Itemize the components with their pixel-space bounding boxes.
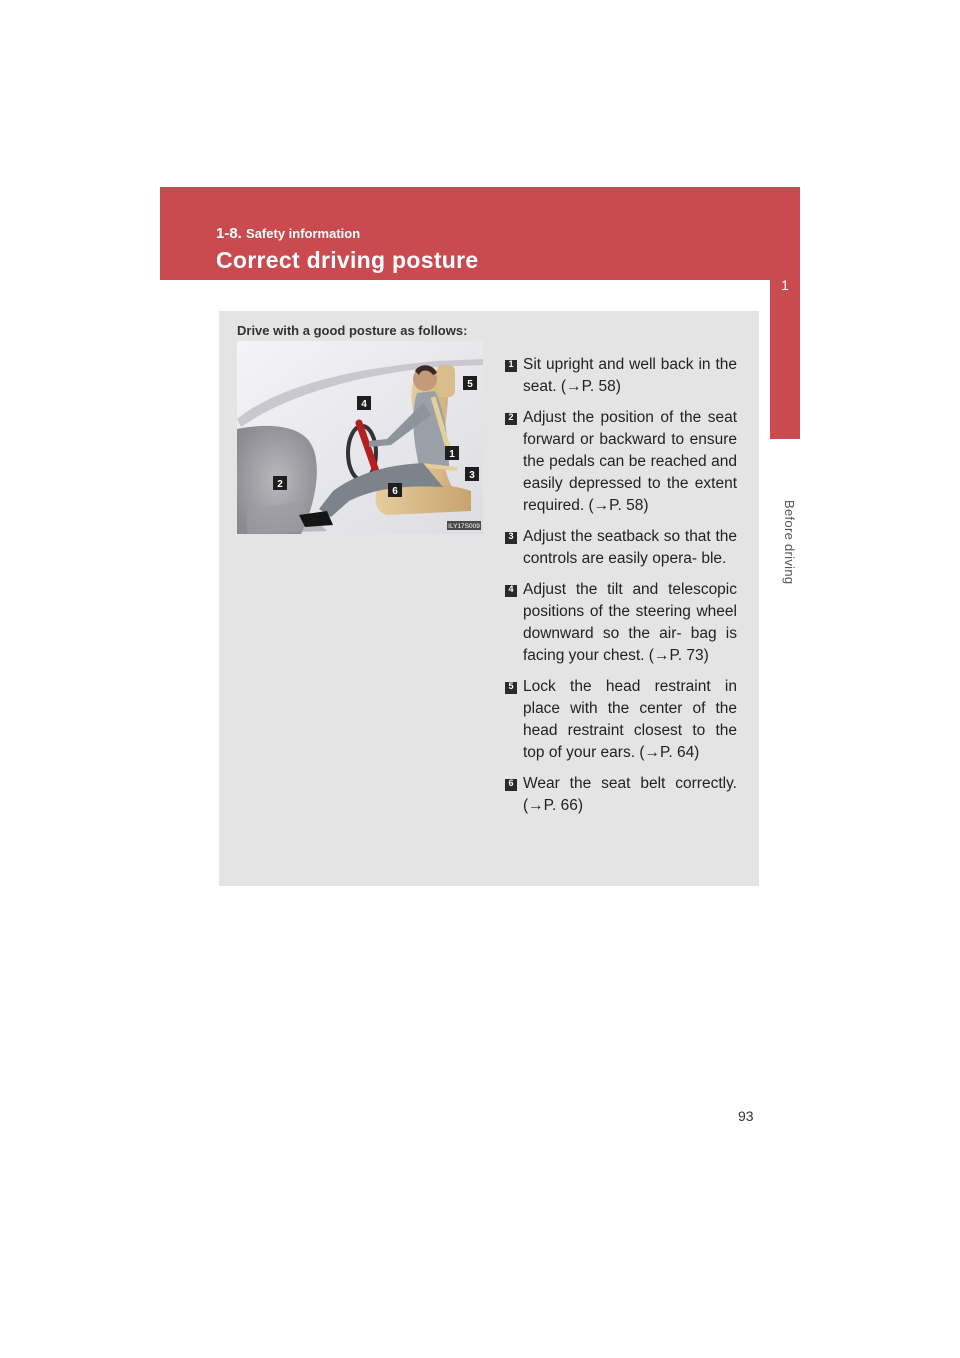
step-6-marker-icon — [505, 779, 517, 791]
driving-posture-illustration — [237, 341, 483, 534]
callout-5-label: 5 — [467, 379, 473, 390]
step-5-body: Lock the head restraint in place with the center of the head restraint closest to the top of your ears. — [523, 678, 737, 761]
step-2-text — [523, 407, 737, 517]
chapter-tab — [770, 187, 800, 439]
callout-6-label: 6 — [392, 486, 398, 497]
step-2-page-ref: (→P. 58) — [588, 497, 649, 514]
page-title: Correct driving posture — [216, 247, 479, 273]
callout-1 — [445, 446, 459, 460]
driving-posture-svg — [237, 341, 483, 534]
step-2-body: Adjust the position of the seat forward or backward to ensure the pedals can be reached and easily depressed to the extent required. — [523, 409, 737, 514]
callout-6 — [388, 483, 402, 497]
step-1-body: Sit upright and well back in the seat. — [523, 356, 737, 395]
figure-code: ILY17S009 — [448, 523, 480, 530]
step-5-marker-icon — [505, 682, 517, 694]
callout-2-label: 2 — [277, 479, 283, 490]
step-item — [505, 773, 737, 817]
page-number: 93 — [738, 1108, 754, 1124]
step-3-text — [523, 526, 737, 570]
step-3-marker-icon — [505, 532, 517, 544]
section-number: 1-8. — [216, 225, 242, 242]
step-3-number: 3 — [508, 531, 514, 541]
step-item — [505, 526, 737, 570]
posture-steps-list — [505, 354, 737, 826]
callout-3 — [465, 467, 479, 481]
step-item — [505, 354, 737, 398]
intro-text: Drive with a good posture as follows: — [237, 323, 468, 338]
step-5-number: 5 — [508, 681, 514, 691]
callout-5 — [463, 376, 477, 390]
header-band — [160, 187, 800, 280]
step-1-marker-icon — [505, 360, 517, 372]
content-box — [219, 311, 759, 886]
step-item — [505, 407, 737, 517]
step-5-page-ref: (→P. 64) — [639, 744, 700, 761]
callout-1-label: 1 — [449, 449, 455, 460]
step-item — [505, 676, 737, 764]
chapter-label: Before driving — [782, 500, 797, 585]
step-6-body: Wear the seat belt correctly. — [523, 775, 737, 792]
head-restraint — [437, 365, 455, 397]
step-1-number: 1 — [508, 359, 514, 369]
step-4-marker-icon — [505, 585, 517, 597]
step-4-body: Adjust the tilt and telescopic positions of the steering wheel downward so the air- bag is facing your chest. — [523, 581, 737, 664]
chapter-number: 1 — [781, 277, 789, 293]
step-4-page-ref: (→P. 73) — [648, 647, 709, 664]
step-1-page-ref: (→P. 58) — [560, 378, 621, 395]
step-6-number: 6 — [508, 778, 514, 788]
step-2-number: 2 — [508, 412, 514, 422]
callout-3-label: 3 — [469, 470, 475, 481]
step-3-body: Adjust the seatback so that the controls are easily opera- ble. — [523, 528, 737, 567]
callout-4 — [357, 396, 371, 410]
step-1-text — [523, 354, 737, 398]
step-2-marker-icon — [505, 413, 517, 425]
callout-4-label: 4 — [361, 399, 367, 410]
step-5-text — [523, 676, 737, 764]
step-6-text — [523, 773, 737, 817]
step-item — [505, 579, 737, 667]
callout-2 — [273, 476, 287, 490]
section-label — [216, 225, 360, 242]
step-4-text — [523, 579, 737, 667]
step-6-page-ref: (→P. 66) — [523, 797, 584, 814]
step-4-number: 4 — [508, 584, 514, 594]
section-title: Safety information — [246, 226, 361, 241]
